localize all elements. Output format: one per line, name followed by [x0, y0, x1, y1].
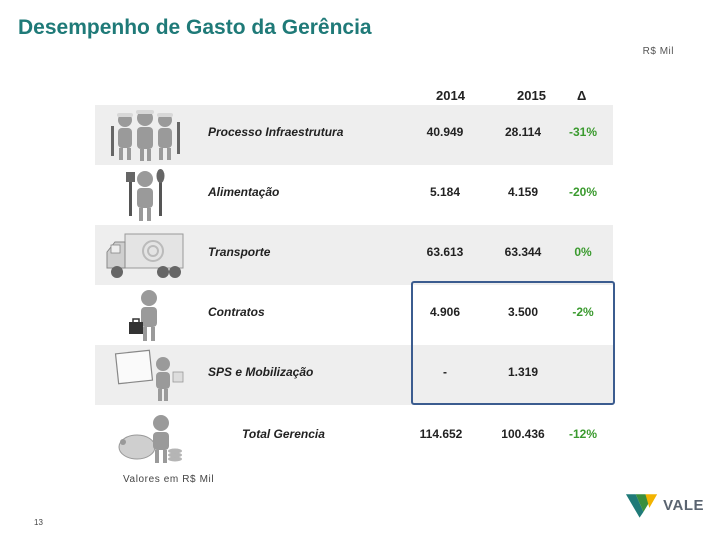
- unit-label: R$ Mil: [642, 46, 674, 57]
- value-delta: -31%: [568, 125, 597, 139]
- value-2014: 4.906: [429, 305, 461, 319]
- total-label: Total Gerencia: [242, 427, 325, 441]
- value-2015: 4.159: [507, 185, 539, 199]
- truck-icon: [103, 228, 187, 282]
- value-2015: 3.500: [507, 305, 539, 319]
- highlight-box: [411, 281, 615, 405]
- person-whiteboard-icon: [103, 348, 187, 402]
- footer-note: Valores em R$ Mil: [123, 474, 215, 485]
- value-delta: 0%: [574, 245, 592, 259]
- page-number: 13: [34, 518, 43, 527]
- table-row: [95, 225, 613, 285]
- table-row: [95, 105, 613, 165]
- row-label: Processo Infraestrutura: [208, 125, 344, 139]
- page-title: Desempenho de Gasto da Gerência: [18, 16, 372, 39]
- total-2014: 114.652: [419, 427, 463, 441]
- logo-text: VALE: [663, 496, 704, 514]
- row-label: Contratos: [208, 305, 265, 319]
- value-2014: -: [443, 365, 447, 379]
- value-delta: -2%: [572, 305, 594, 319]
- value-2015: 1.319: [507, 365, 539, 379]
- workers-team-icon: [103, 108, 187, 162]
- vale-logo-icon: [624, 490, 659, 520]
- person-briefcase-icon: [103, 288, 187, 342]
- column-header-2015: 2015: [517, 88, 546, 103]
- person-piggybank-icon: [103, 409, 187, 465]
- vale-logo: [624, 488, 704, 522]
- row-label: Alimentação: [208, 185, 280, 199]
- value-2015: 63.344: [504, 245, 542, 259]
- value-2014: 5.184: [429, 185, 461, 199]
- value-2015: 28.114: [504, 125, 542, 139]
- value-2014: 40.949: [426, 125, 464, 139]
- row-label: SPS e Mobilização: [208, 365, 314, 379]
- column-header-2014: 2014: [436, 88, 465, 103]
- total-delta: -12%: [568, 427, 597, 441]
- value-delta: -20%: [568, 185, 597, 199]
- table-row: [95, 165, 613, 225]
- row-label: Transporte: [208, 245, 271, 259]
- total-2015: 100.436: [501, 427, 545, 441]
- value-2014: 63.613: [426, 245, 464, 259]
- person-fork-knife-icon: [103, 168, 187, 222]
- column-header-delta: Δ: [577, 88, 587, 103]
